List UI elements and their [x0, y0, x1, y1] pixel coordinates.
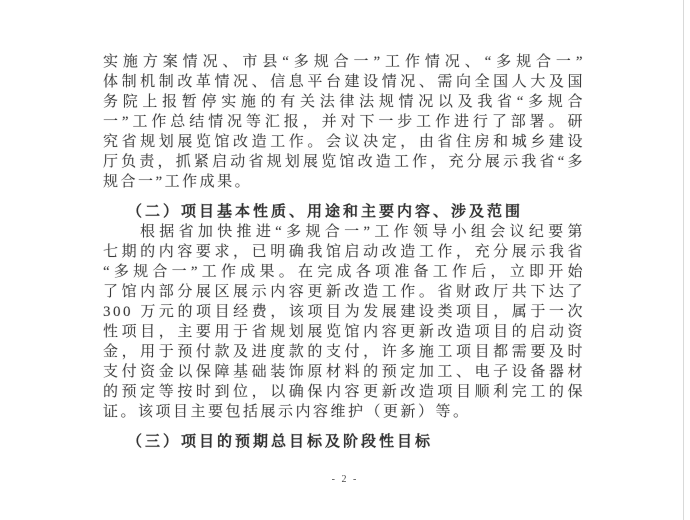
text-line: 了馆内部分展区展示内容更新改造工作。省财政厅共下达了 — [103, 284, 585, 300]
text-line: 厅负责，抓紧启动省规划展览馆改造工作，充分展示我省“多 — [103, 154, 585, 170]
text-line: 金，用于预付款及进度款的支付，许多施工项目都需要及时 — [103, 344, 585, 360]
text-line: 一”工作总结情况等汇报，并对下一步工作进行了部署。研 — [103, 114, 585, 130]
paragraph-spacer — [103, 192, 585, 202]
document-body — [103, 52, 585, 452]
text-line: 的预定等按时到位，以确保内容更新改造项目顺利完工的保 — [103, 384, 585, 400]
text-line: 七期的内容要求，已明确我馆启动改造工作，充分展示我省 — [103, 244, 585, 260]
text-line: 究省规划展览馆改造工作。会议决定，由省住房和城乡建设 — [103, 134, 585, 150]
text-line: 300 万元的项目经费，该项目为发展建设类项目，属于一次 — [103, 304, 585, 320]
page-number: - 2 - — [331, 474, 359, 485]
text-line: 支付资金以保障基础装饰原材料的预定加工、电子设备器材 — [103, 364, 585, 380]
text-line: 务院上报暂停实施的有关法律法规情况以及我省“多规合 — [103, 94, 585, 110]
paragraph-spacer — [103, 422, 585, 432]
scan-edge-line — [683, 0, 684, 520]
text-line: 性项目，主要用于省规划展览馆内容更新改造项目的启动资 — [103, 324, 585, 340]
section-heading-3: （三）项目的预期总目标及阶段性目标 — [127, 434, 434, 450]
section-heading-2: （二）项目基本性质、用途和主要内容、涉及范围 — [127, 204, 524, 220]
text-line: 根据省加快推进“多规合一”工作领导小组会议纪要第 — [140, 224, 585, 240]
text-line: 证。该项目主要包括展示内容维护（更新）等。 — [103, 404, 471, 420]
text-line: 体制机制改革情况、信息平台建设情况、需向全国人大及国 — [103, 74, 585, 90]
text-line: 实施方案情况、市县“多规合一”工作情况、“多规合一” — [103, 54, 585, 70]
text-line: “多规合一”工作成果。在完成各项准备工作后，立即开始 — [103, 264, 585, 280]
text-line: 规合一”工作成果。 — [103, 174, 253, 190]
